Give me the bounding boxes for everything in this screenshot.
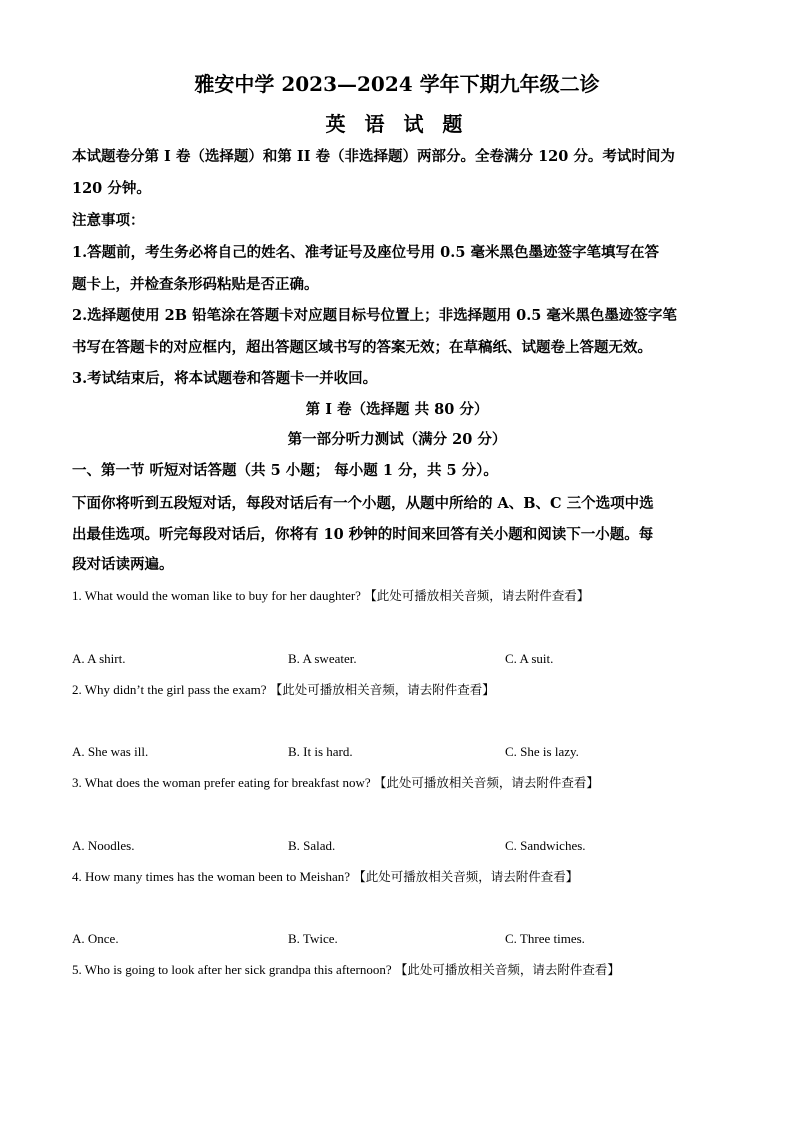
audio-link[interactable]: 【此处可播放相关音频，请去附件查看】 bbox=[353, 869, 579, 884]
question-text: 1. What would the woman like to buy for her daughter? bbox=[72, 588, 361, 603]
question-3 bbox=[72, 773, 732, 793]
part-heading: 第一部分听力测试（满分 20 分） bbox=[287, 431, 507, 448]
notice-heading: 注意事项： bbox=[72, 212, 145, 229]
option-a: A. Once. bbox=[72, 931, 119, 946]
option-a: A. Noodles. bbox=[72, 838, 135, 853]
intro-line: 120 分钟。 bbox=[72, 180, 151, 197]
subject-title: 英 语 试 题 bbox=[325, 112, 469, 136]
option-b: B. Twice. bbox=[288, 931, 338, 946]
subsection-heading: 一、第一节 听短对话答题（共 5 小题； 每小题 1 分，共 5 分）。 bbox=[72, 462, 498, 479]
question-text: 5. Who is going to look after her sick grandpa this afternoon? bbox=[72, 962, 392, 977]
directions: 段对话读两遍。 bbox=[72, 556, 174, 573]
question-text: 3. What does the woman prefer eating for breakfast now? bbox=[72, 775, 371, 790]
question-2 bbox=[72, 680, 732, 700]
option-a: A. She was ill. bbox=[72, 744, 149, 759]
audio-link[interactable]: 【此处可播放相关音频，请去附件查看】 bbox=[364, 588, 590, 603]
directions: 出最佳选项。听完每段对话后，你将有 10 秒钟的时间来回答有关小题和阅读下一小题。每 bbox=[72, 526, 654, 543]
notice-item-2: 2.选择题使用 2B 铅笔涂在答题卡对应题目标号位置上；非选择题用 0.5 毫米黑色墨迹签字笔 bbox=[72, 307, 677, 324]
intro-line: 本试题卷分第 I 卷（选择题）和第 II 卷（非选择题）两部分。全卷满分 120 分。考试时间为 bbox=[72, 148, 675, 165]
option-c: C. A suit. bbox=[505, 651, 554, 666]
question-1 bbox=[72, 586, 732, 606]
question-text: 4. How many times has the woman been to Meishan? bbox=[72, 869, 350, 884]
audio-link[interactable]: 【此处可播放相关音频，请去附件查看】 bbox=[269, 682, 495, 697]
volume-heading: 第 I 卷（选择题 共 80 分） bbox=[305, 401, 489, 418]
notice-item-1: 题卡上，并检查条形码粘贴是否正确。 bbox=[72, 276, 319, 293]
notice-item-1: 1.答题前，考生务必将自己的姓名、准考证号及座位号用 0.5 毫米黑色墨迹签字笔填写在答 bbox=[72, 244, 659, 261]
notice-item-2: 书写在答题卡的对应框内，超出答题区域书写的答案无效；在草稿纸、试题卷上答题无效。 bbox=[72, 339, 652, 356]
directions: 下面你将听到五段短对话，每段对话后有一个小题，从题中所给的 A、B、C 三个选项中选 bbox=[72, 495, 654, 512]
exam-title: 雅安中学 2023—2024 学年下期九年级二诊 bbox=[194, 72, 600, 96]
audio-link[interactable]: 【此处可播放相关音频，请去附件查看】 bbox=[394, 962, 620, 977]
option-b: B. A sweater. bbox=[288, 651, 357, 666]
audio-link[interactable]: 【此处可播放相关音频，请去附件查看】 bbox=[373, 775, 599, 790]
option-c: C. Three times. bbox=[505, 931, 585, 946]
option-c: C. She is lazy. bbox=[505, 744, 579, 759]
question-4 bbox=[72, 867, 732, 887]
option-c: C. Sandwiches. bbox=[505, 838, 586, 853]
notice-item-3: 3.考试结束后，将本试题卷和答题卡一并收回。 bbox=[72, 370, 378, 387]
question-text: 2. Why didn’t the girl pass the exam? bbox=[72, 682, 267, 697]
question-5 bbox=[72, 960, 732, 980]
option-b: B. Salad. bbox=[288, 838, 336, 853]
option-b: B. It is hard. bbox=[288, 744, 353, 759]
option-a: A. A shirt. bbox=[72, 651, 126, 666]
